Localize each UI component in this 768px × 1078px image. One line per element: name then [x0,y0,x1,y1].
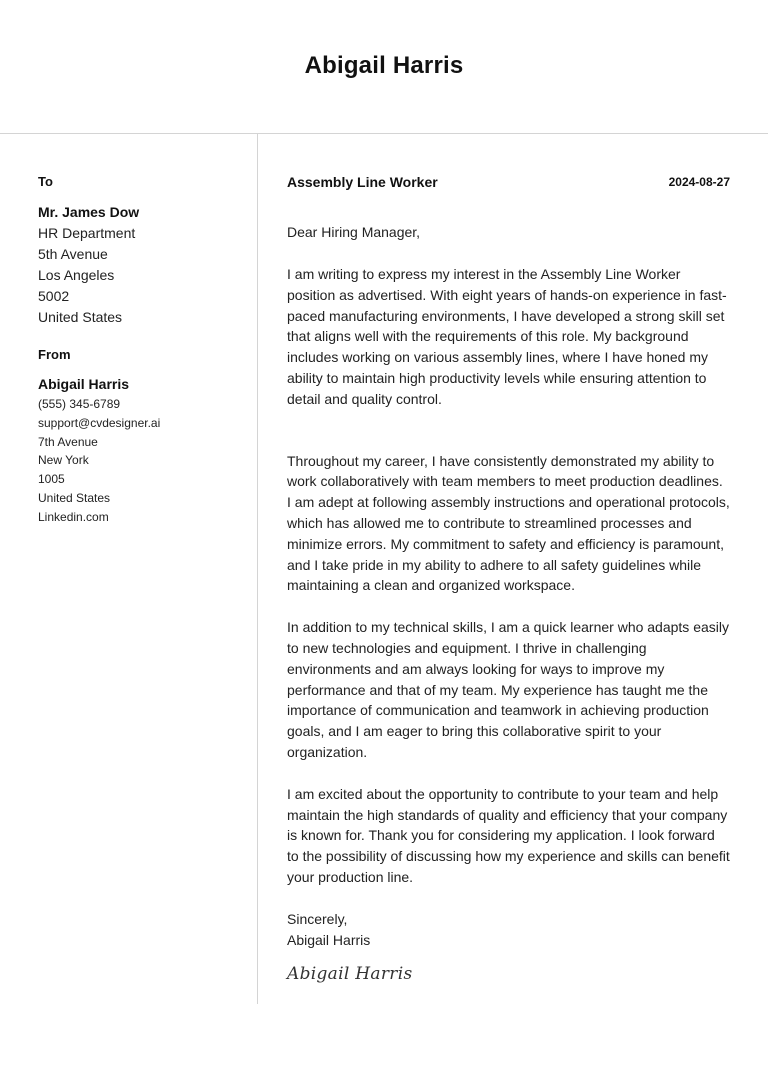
sender-street: 7th Avenue [38,434,98,449]
applicant-name-title: Abigail Harris [304,52,464,79]
sender-postal-code: 1005 [38,472,65,487]
sender-country: United States [38,490,111,505]
sender-name: Abigail Harris [38,376,130,392]
letter-date: 2024-08-27 [668,175,730,189]
recipient-city: Los Angeles [38,267,115,283]
paragraph-experience: Throughout my career, I have consistently demonstrated my ability to work collaboratively with team members to meet production deadlines. I am adept at following assembly instructions and operational protocols, which has allowed me to contribute to streamlined processes and minimize errors. My commitment to safety and efficiency is paramount, and I take pride in my ability to adhere to all safety guidelines while maintaining a clean and organized workspace. [287,452,730,594]
greeting: Dear Hiring Manager, [287,224,421,240]
sender-city: New York [38,453,89,468]
recipient-street: 5th Avenue [38,246,108,262]
to-label: To [38,174,53,189]
paragraph-skills: In addition to my technical skills, I am a quick learner who adapts easily to new technologies and equipment. I thrive in challenging environments and am always looking for ways to improve my performance and that of my team. My experience has taught me the importance of communication and teamwork in achieving production goals, and I am eager to bring this collaborative spirit to your organization. [287,619,729,760]
sidebar [38,172,243,527]
sender-phone: (555) 345-6789 [38,397,121,411]
sender-linkedin: Linkedin.com [38,509,109,524]
paragraph-closing: I am excited about the opportunity to contribute to your team and help maintain the high standards of quality and efficiency that your company is known for. Thank you for considering my application. I look forward to the possibility of discussing how my experience and skills can benefit your production line. [287,785,730,885]
recipient-name: Mr. James Dow [38,204,140,220]
header-divider [0,133,768,134]
recipient-country: United States [38,309,123,325]
recipient-department: HR Department [38,225,136,241]
letter-heading-row [287,172,730,194]
letter-body [287,172,730,984]
closing-salutation: Sincerely, [287,910,348,927]
letter-header [0,0,768,134]
paragraph-intro: I am writing to express my interest in the Assembly Line Worker position as advertised. With eight years of hands-on experience in fast-paced manufacturing environments, I have developed a strong skill set that aligns well with the requirements of this role. My background includes working on various assembly lines, where I have honed my ability to maintain high productivity levels while ensuring attention to detail and quality control. [287,266,727,407]
job-title: Assembly Line Worker [287,174,438,190]
signoff-name: Abigail Harris [287,931,371,948]
sender-email: support@cvdesigner.ai [38,415,161,430]
from-label: From [38,347,71,362]
column-divider [257,134,258,1004]
recipient-postal-code: 5002 [38,288,70,304]
handwritten-signature: Abigail Harris [287,963,413,984]
